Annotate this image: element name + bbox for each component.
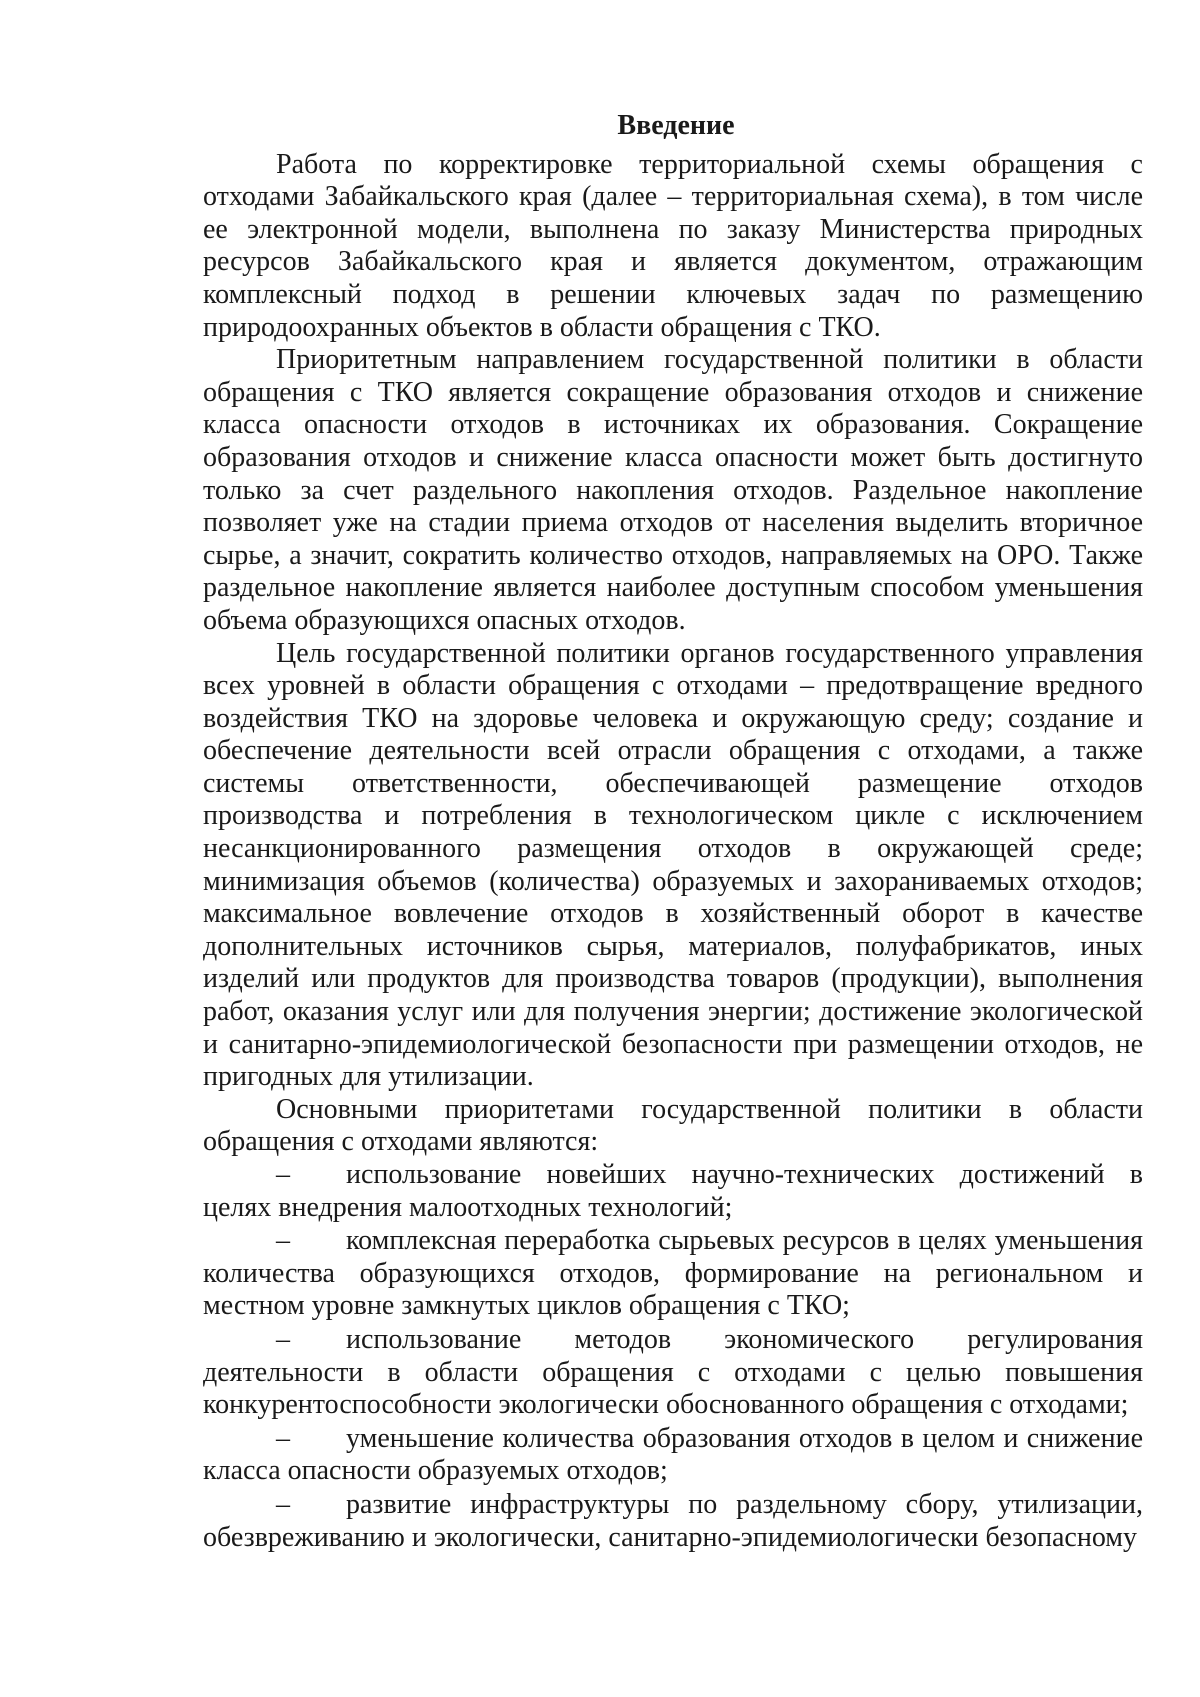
list-item-text: использование методов экономического регулирования деятельности в области обращения с отходами с целью повышения конкурентоспособности экологически обоснованного обращения с отходами; [203, 1323, 1143, 1421]
list-marker: – [276, 1225, 290, 1257]
list-marker: – [276, 1488, 290, 1520]
list-marker: – [276, 1159, 290, 1190]
document-page [203, 110, 1143, 1555]
list-item-text: развитие инфраструктуры по раздельному сбору, утилизации, обезвреживанию и экологически, санитарно-эпидемиологически безопасному [203, 1488, 1143, 1553]
section-title: Введение [617, 110, 735, 141]
paragraph-intro: Работа по корректировке территориальной схемы обращения с отходами Забайкальского края (далее – территориальная схема), в том числе ее электронной модели, выполнена по заказу Министерства природных ресурсов Забайкальского края и является документом, отражающим комплексный подход в решении ключевых задач по размещению природоохранных объектов в области обращения с ТКО. [203, 148, 1143, 343]
list-item [203, 1324, 1143, 1422]
paragraph-priority-direction: Приоритетным направлением государственной политики в области обращения с ТКО является сокращение образования отходов и снижение класса опасности отходов в источниках их образования. Сокращение образования отходов и снижение класса опасности может быть достигнуто только за счет раздельного накопления отходов. Раздельное накопление позволяет уже на стадии приема отходов от населения выделить вторичное сырье, а значит, сократить количество отходов, направляемых на ОРО. Также раздельное накопление является наиболее доступным способом уменьшения объема образующихся опасных отходов. [203, 344, 1143, 636]
list-item [203, 1489, 1143, 1554]
list-item [203, 1423, 1143, 1488]
list-item-text: комплексная переработка сырьевых ресурсов в целях уменьшения количества образующихся отходов, формирование на региональном и местном уровне замкнутых циклов обращения с ТКО; [203, 1225, 1143, 1322]
list-item [203, 1159, 1143, 1224]
paragraph-policy-goal: Цель государственной политики органов государственного управления всех уровней в области обращения с отходами – предотвращение вредного воздействия ТКО на здоровье человека и окружающую среду; создание и обеспечение деятельности всей отрасли обращения с отходами, а также системы ответственности, обеспечивающей размещение отходов производства и потребления в технологическом цикле с исключением несанкционированного размещения отходов в окружающей среде; минимизация объемов (количества) образуемых и захораниваемых отходов; максимальное вовлечение отходов в хозяйственный оборот в качестве дополнительных источников сырья, материалов, полуфабрикатов, иных изделий или продуктов для производства товаров (продукции), выполнения работ, оказания услуг или для получения энергии; достижение экологической и санитарно-эпидемиологической безопасности при размещении отходов, не пригодных для утилизации. [203, 637, 1143, 1093]
list-item-text: уменьшение количества образования отходов в целом и снижение класса опасности образуемых отходов; [203, 1422, 1143, 1487]
list-marker: – [276, 1323, 290, 1355]
list-item-text: использование новейших научно-технических достижений в целях внедрения малоотходных технологий; [203, 1159, 1143, 1223]
list-marker: – [276, 1422, 290, 1454]
paragraph-priorities-lead: Основными приоритетами государственной политики в области обращения с отходами являются: [203, 1093, 1143, 1158]
priorities-list [203, 1159, 1143, 1554]
list-item [203, 1225, 1143, 1323]
